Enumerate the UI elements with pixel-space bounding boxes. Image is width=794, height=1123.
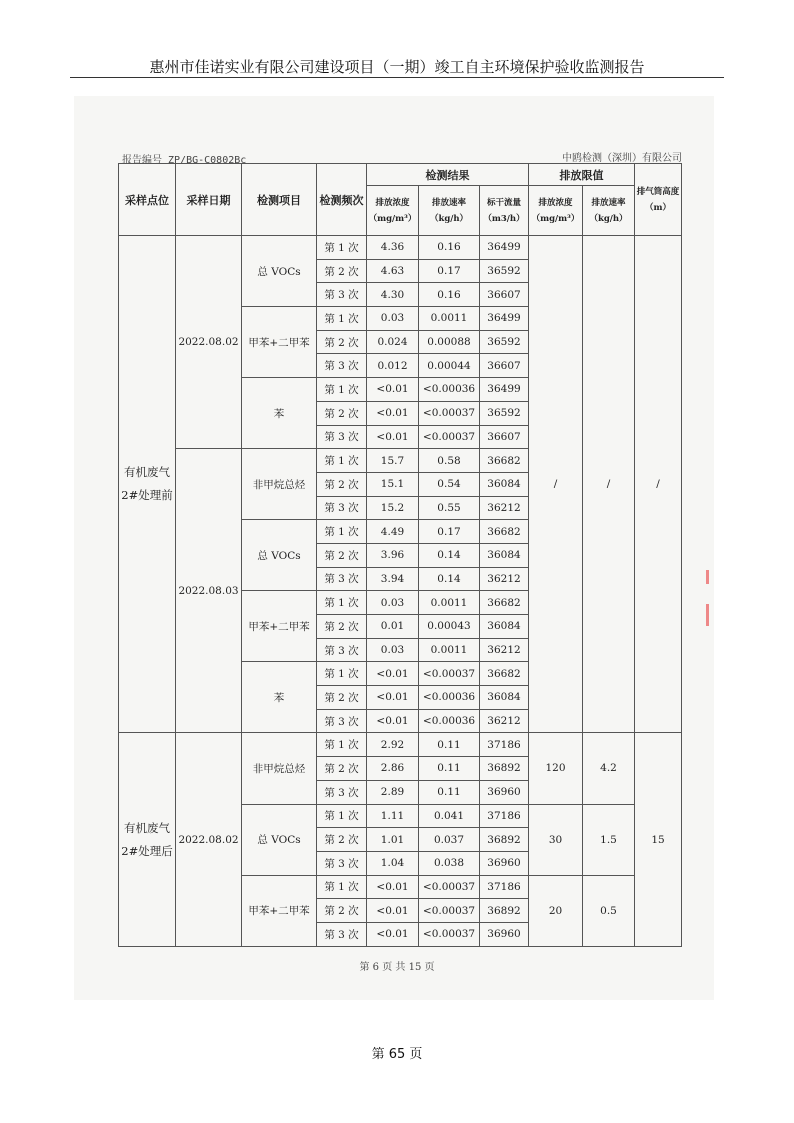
rate-cell: <0.00037 <box>419 401 480 425</box>
concentration-cell: 0.012 <box>367 354 419 378</box>
flow-cell: 36592 <box>480 401 529 425</box>
limit-concentration-cell: 120 <box>529 733 583 804</box>
concentration-cell: 15.7 <box>367 449 419 473</box>
flow-cell: 36960 <box>480 851 529 875</box>
frequency-cell: 第 1 次 <box>317 804 367 828</box>
limit-concentration-cell: 20 <box>529 875 583 946</box>
flow-cell: 36607 <box>480 425 529 449</box>
flow-cell: 36682 <box>480 520 529 544</box>
sampling-point-cell: 有机废气 2#处理后 <box>119 733 176 946</box>
flow-cell: 36084 <box>480 686 529 710</box>
header-frequency: 检测频次 <box>317 164 367 236</box>
table-row <box>119 733 682 757</box>
concentration-cell: 2.89 <box>367 780 419 804</box>
concentration-cell: 1.01 <box>367 828 419 852</box>
rate-cell: 0.17 <box>419 520 480 544</box>
flow-cell: 36607 <box>480 354 529 378</box>
flow-cell: 36960 <box>480 922 529 946</box>
rate-cell: 0.0011 <box>419 307 480 331</box>
concentration-cell: 1.11 <box>367 804 419 828</box>
header-point: 采样点位 <box>119 164 176 236</box>
frequency-cell: 第 1 次 <box>317 662 367 686</box>
frequency-cell: 第 3 次 <box>317 354 367 378</box>
rate-cell: <0.00036 <box>419 378 480 402</box>
frequency-cell: 第 2 次 <box>317 686 367 710</box>
edge-stamp-mark <box>706 570 709 584</box>
frequency-cell: 第 3 次 <box>317 709 367 733</box>
rate-cell: 0.58 <box>419 449 480 473</box>
concentration-cell: 2.86 <box>367 757 419 781</box>
header-limit-rate: 排放速率（kg/h） <box>583 186 635 236</box>
frequency-cell: 第 2 次 <box>317 828 367 852</box>
rate-cell: <0.00037 <box>419 899 480 923</box>
flow-cell: 36682 <box>480 449 529 473</box>
test-item-cell: 甲苯+二甲苯 <box>242 875 317 946</box>
rate-cell: <0.00036 <box>419 686 480 710</box>
frequency-cell: 第 3 次 <box>317 922 367 946</box>
rate-cell: 0.11 <box>419 733 480 757</box>
header-item: 检测项目 <box>242 164 317 236</box>
rate-cell: 0.14 <box>419 543 480 567</box>
limit-concentration-cell: / <box>529 236 583 733</box>
frequency-cell: 第 1 次 <box>317 449 367 473</box>
concentration-cell: 0.03 <box>367 591 419 615</box>
rate-cell: <0.00036 <box>419 709 480 733</box>
concentration-cell: 15.2 <box>367 496 419 520</box>
frequency-cell: 第 3 次 <box>317 283 367 307</box>
frequency-cell: 第 3 次 <box>317 851 367 875</box>
header-stack-height: 排气筒高度（m） <box>635 164 682 236</box>
header-limit-concentration: 排放浓度（mg/m³） <box>529 186 583 236</box>
frequency-cell: 第 1 次 <box>317 591 367 615</box>
frequency-cell: 第 3 次 <box>317 638 367 662</box>
flow-cell: 36212 <box>480 496 529 520</box>
rate-cell: <0.00037 <box>419 922 480 946</box>
frequency-cell: 第 3 次 <box>317 425 367 449</box>
concentration-cell: 0.01 <box>367 615 419 639</box>
flow-cell: 36592 <box>480 259 529 283</box>
rate-cell: 0.16 <box>419 236 480 260</box>
concentration-cell: 0.024 <box>367 330 419 354</box>
concentration-cell: 2.92 <box>367 733 419 757</box>
rate-cell: 0.037 <box>419 828 480 852</box>
concentration-cell: 3.96 <box>367 543 419 567</box>
header-date: 采样日期 <box>176 164 242 236</box>
concentration-cell: 3.94 <box>367 567 419 591</box>
rate-cell: 0.55 <box>419 496 480 520</box>
flow-cell: 36607 <box>480 283 529 307</box>
scan-page-number: 第 6 页 共 15 页 <box>359 962 435 973</box>
flow-cell: 37186 <box>480 733 529 757</box>
flow-cell: 36499 <box>480 378 529 402</box>
flow-cell: 36212 <box>480 567 529 591</box>
frequency-cell: 第 2 次 <box>317 615 367 639</box>
header-rate: 排放速率（kg/h） <box>419 186 480 236</box>
frequency-cell: 第 2 次 <box>317 330 367 354</box>
rate-cell: 0.54 <box>419 472 480 496</box>
sampling-date-cell: 2022.08.02 <box>176 236 242 449</box>
flow-cell: 36960 <box>480 780 529 804</box>
rate-cell: 0.00088 <box>419 330 480 354</box>
rate-cell: 0.0011 <box>419 591 480 615</box>
flow-cell: 36592 <box>480 330 529 354</box>
footer-page-number: 第 65 页 <box>371 1047 423 1062</box>
header-flow: 标干流量（m3/h） <box>480 186 529 236</box>
rate-cell: 0.038 <box>419 851 480 875</box>
frequency-cell: 第 2 次 <box>317 899 367 923</box>
header-divider <box>70 77 724 78</box>
frequency-cell: 第 3 次 <box>317 567 367 591</box>
edge-stamp-mark <box>706 604 709 626</box>
frequency-cell: 第 1 次 <box>317 236 367 260</box>
rate-cell: 0.0011 <box>419 638 480 662</box>
concentration-cell: 4.36 <box>367 236 419 260</box>
test-item-cell: 总 VOCs <box>242 520 317 591</box>
limit-concentration-cell: 30 <box>529 804 583 875</box>
flow-cell: 36892 <box>480 757 529 781</box>
concentration-cell: 4.63 <box>367 259 419 283</box>
concentration-cell: 4.30 <box>367 283 419 307</box>
flow-cell: 37186 <box>480 875 529 899</box>
flow-cell: 36682 <box>480 662 529 686</box>
frequency-cell: 第 1 次 <box>317 520 367 544</box>
test-item-cell: 总 VOCs <box>242 804 317 875</box>
test-item-cell: 甲苯+二甲苯 <box>242 307 317 378</box>
rate-cell: 0.14 <box>419 567 480 591</box>
rate-cell: 0.17 <box>419 259 480 283</box>
concentration-cell: 4.49 <box>367 520 419 544</box>
flow-cell: 36499 <box>480 236 529 260</box>
rate-cell: 0.11 <box>419 757 480 781</box>
rate-cell: 0.00044 <box>419 354 480 378</box>
test-item-cell: 非甲烷总烃 <box>242 733 317 804</box>
flow-cell: 36212 <box>480 638 529 662</box>
frequency-cell: 第 2 次 <box>317 401 367 425</box>
sampling-date-cell: 2022.08.03 <box>176 449 242 733</box>
frequency-cell: 第 2 次 <box>317 259 367 283</box>
table-row <box>119 236 682 260</box>
frequency-cell: 第 1 次 <box>317 378 367 402</box>
sampling-date-cell: 2022.08.02 <box>176 733 242 946</box>
test-item-cell: 甲苯+二甲苯 <box>242 591 317 662</box>
flow-cell: 36084 <box>480 615 529 639</box>
concentration-cell: 15.1 <box>367 472 419 496</box>
rate-cell: 0.16 <box>419 283 480 307</box>
stack-height-cell: / <box>635 236 682 733</box>
frequency-cell: 第 2 次 <box>317 757 367 781</box>
test-item-cell: 总 VOCs <box>242 236 317 307</box>
frequency-cell: 第 1 次 <box>317 875 367 899</box>
frequency-cell: 第 1 次 <box>317 733 367 757</box>
concentration-cell: 0.03 <box>367 307 419 331</box>
concentration-cell: <0.01 <box>367 401 419 425</box>
flow-cell: 36682 <box>480 591 529 615</box>
flow-cell: 36892 <box>480 828 529 852</box>
frequency-cell: 第 2 次 <box>317 472 367 496</box>
frequency-cell: 第 3 次 <box>317 496 367 520</box>
frequency-cell: 第 3 次 <box>317 780 367 804</box>
report-header-title: 惠州市佳诺实业有限公司建设项目（一期）竣工自主环境保护验收监测报告 <box>149 58 645 76</box>
concentration-cell: <0.01 <box>367 922 419 946</box>
frequency-cell: 第 2 次 <box>317 543 367 567</box>
rate-cell: 0.041 <box>419 804 480 828</box>
sampling-point-cell: 有机废气 2#处理前 <box>119 236 176 733</box>
rate-cell: 0.00043 <box>419 615 480 639</box>
limit-rate-cell: 4.2 <box>583 733 635 804</box>
limit-rate-cell: 1.5 <box>583 804 635 875</box>
header-concentration: 排放浓度（mg/m³） <box>367 186 419 236</box>
limit-rate-cell: / <box>583 236 635 733</box>
header-results: 检测结果 <box>367 164 529 186</box>
flow-cell: 36084 <box>480 543 529 567</box>
report-number: 报告编号 ZP/BG-C0802Bc <box>122 155 247 166</box>
flow-cell: 37186 <box>480 804 529 828</box>
concentration-cell: <0.01 <box>367 662 419 686</box>
concentration-cell: <0.01 <box>367 425 419 449</box>
rate-cell: <0.00037 <box>419 662 480 686</box>
flow-cell: 36212 <box>480 709 529 733</box>
concentration-cell: 1.04 <box>367 851 419 875</box>
concentration-cell: <0.01 <box>367 875 419 899</box>
rate-cell: <0.00037 <box>419 875 480 899</box>
test-item-cell: 苯 <box>242 662 317 733</box>
test-item-cell: 非甲烷总烃 <box>242 449 317 520</box>
monitoring-results-table <box>118 163 682 947</box>
stack-height-cell: 15 <box>635 733 682 946</box>
concentration-cell: <0.01 <box>367 709 419 733</box>
flow-cell: 36499 <box>480 307 529 331</box>
frequency-cell: 第 1 次 <box>317 307 367 331</box>
flow-cell: 36892 <box>480 899 529 923</box>
concentration-cell: <0.01 <box>367 899 419 923</box>
rate-cell: <0.00037 <box>419 425 480 449</box>
header-limits: 排放限值 <box>529 164 635 186</box>
limit-rate-cell: 0.5 <box>583 875 635 946</box>
concentration-cell: <0.01 <box>367 378 419 402</box>
company-name: 中鸥检测（深圳）有限公司 <box>562 153 682 164</box>
test-item-cell: 苯 <box>242 378 317 449</box>
concentration-cell: 0.03 <box>367 638 419 662</box>
rate-cell: 0.11 <box>419 780 480 804</box>
concentration-cell: <0.01 <box>367 686 419 710</box>
flow-cell: 36084 <box>480 472 529 496</box>
